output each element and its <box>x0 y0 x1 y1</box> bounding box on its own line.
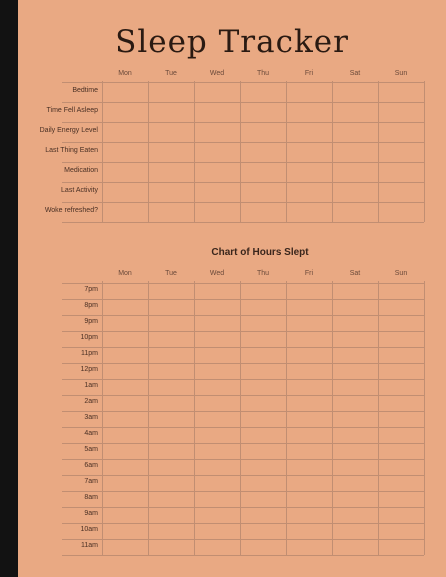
tracker-cell[interactable] <box>148 182 194 202</box>
hours-cell[interactable] <box>194 379 240 395</box>
hours-row-label: 11pm <box>81 350 98 357</box>
hours-cell[interactable] <box>286 507 332 523</box>
tracker-cell[interactable] <box>102 182 148 202</box>
tracker-col-divider <box>194 81 195 222</box>
hours-day-thu: Thu <box>256 270 270 277</box>
hours-row-label: 10pm <box>80 334 98 341</box>
tracker-col-divider <box>378 81 379 222</box>
tracker-day-fri: Fri <box>304 70 314 77</box>
hours-cell[interactable] <box>102 315 148 331</box>
hours-cell[interactable] <box>102 475 148 491</box>
tracker-cell[interactable] <box>194 122 240 142</box>
hours-row-divider <box>62 331 424 332</box>
hours-cell[interactable] <box>378 347 424 363</box>
tracker-col-divider <box>102 81 103 222</box>
hours-cell[interactable] <box>148 363 194 379</box>
hours-cell[interactable] <box>378 523 424 539</box>
hours-cell[interactable] <box>148 427 194 443</box>
hours-cell[interactable] <box>286 315 332 331</box>
tracker-cell[interactable] <box>102 102 148 122</box>
hours-cell[interactable] <box>240 283 286 299</box>
hours-cell[interactable] <box>194 395 240 411</box>
tracker-col-divider <box>286 81 287 222</box>
chart-title: Chart of Hours Slept <box>211 247 309 258</box>
hours-row-divider <box>62 395 424 396</box>
tracker-col-divider <box>424 81 425 222</box>
hours-cell[interactable] <box>194 299 240 315</box>
tracker-cell[interactable] <box>102 202 148 222</box>
hours-cell[interactable] <box>332 507 378 523</box>
tracker-cell[interactable] <box>332 102 378 122</box>
hours-cell[interactable] <box>240 331 286 347</box>
tracker-day-thu: Thu <box>256 70 270 77</box>
tracker-cell[interactable] <box>240 202 286 222</box>
hours-col-divider <box>240 281 241 555</box>
hours-row-label: 4am <box>84 430 98 437</box>
hours-cell[interactable] <box>286 347 332 363</box>
hours-cell[interactable] <box>102 347 148 363</box>
hours-cell[interactable] <box>240 459 286 475</box>
tracker-row-divider <box>62 82 424 83</box>
hours-cell[interactable] <box>286 475 332 491</box>
tracker-cell[interactable] <box>286 142 332 162</box>
hours-row-divider <box>62 379 424 380</box>
hours-cell[interactable] <box>148 507 194 523</box>
hours-day-sat: Sat <box>349 270 361 277</box>
hours-cell[interactable] <box>332 379 378 395</box>
hours-cell[interactable] <box>240 363 286 379</box>
tracker-cell[interactable] <box>148 102 194 122</box>
tracker-cell[interactable] <box>102 142 148 162</box>
tracker-cell[interactable] <box>332 122 378 142</box>
hours-cell[interactable] <box>240 523 286 539</box>
hours-cell[interactable] <box>378 283 424 299</box>
hours-cell[interactable] <box>286 523 332 539</box>
hours-cell[interactable] <box>286 379 332 395</box>
hours-row-label: 6am <box>84 462 98 469</box>
tracker-row-divider <box>62 202 424 203</box>
tracker-row-label: Daily Energy Level <box>39 127 98 134</box>
hours-cell[interactable] <box>240 491 286 507</box>
hours-row-label: 9pm <box>84 318 98 325</box>
tracker-cell[interactable] <box>378 202 424 222</box>
hours-row-label: 8am <box>84 494 98 501</box>
hours-cell[interactable] <box>286 427 332 443</box>
hours-cell[interactable] <box>378 475 424 491</box>
hours-cell[interactable] <box>286 283 332 299</box>
hours-cell[interactable] <box>332 523 378 539</box>
tracker-row-label: Bedtime <box>72 87 98 94</box>
tracker-row-label: Woke refreshed? <box>44 207 98 214</box>
tracker-cell[interactable] <box>332 182 378 202</box>
hours-row-label: 7pm <box>84 286 98 293</box>
hours-col-divider <box>148 281 149 555</box>
hours-cell[interactable] <box>148 395 194 411</box>
hours-cell[interactable] <box>194 523 240 539</box>
tracker-row-divider <box>62 182 424 183</box>
hours-cell[interactable] <box>194 443 240 459</box>
tracker-cell[interactable] <box>148 202 194 222</box>
hours-cell[interactable] <box>378 427 424 443</box>
tracker-cell[interactable] <box>286 182 332 202</box>
tracker-cell[interactable] <box>102 82 148 102</box>
tracker-cell[interactable] <box>378 82 424 102</box>
tracker-cell[interactable] <box>332 142 378 162</box>
hours-cell[interactable] <box>148 315 194 331</box>
tracker-cell[interactable] <box>148 82 194 102</box>
tracker-day-mon: Mon <box>118 70 132 77</box>
hours-cell[interactable] <box>194 507 240 523</box>
hours-cell[interactable] <box>332 299 378 315</box>
hours-cell[interactable] <box>378 411 424 427</box>
hours-cell[interactable] <box>378 299 424 315</box>
hours-row-divider <box>62 363 424 364</box>
tracker-cell[interactable] <box>240 102 286 122</box>
hours-row-label: 7am <box>84 478 98 485</box>
hours-row-divider <box>62 347 424 348</box>
hours-cell[interactable] <box>286 459 332 475</box>
hours-row-divider <box>62 507 424 508</box>
hours-cell[interactable] <box>102 363 148 379</box>
hours-cell[interactable] <box>378 507 424 523</box>
hours-col-divider <box>102 281 103 555</box>
tracker-cell[interactable] <box>286 102 332 122</box>
hours-cell[interactable] <box>240 347 286 363</box>
hours-cell[interactable] <box>240 507 286 523</box>
tracker-cell[interactable] <box>378 122 424 142</box>
hours-row-divider <box>62 523 424 524</box>
tracker-cell[interactable] <box>194 102 240 122</box>
hours-row-divider <box>62 411 424 412</box>
tracker-row-divider <box>62 122 424 123</box>
hours-row-label: 1am <box>84 382 98 389</box>
hours-cell[interactable] <box>148 283 194 299</box>
hours-cell[interactable] <box>148 443 194 459</box>
tracker-cell[interactable] <box>378 182 424 202</box>
hours-row-divider <box>62 539 424 540</box>
hours-row-divider <box>62 427 424 428</box>
hours-cell[interactable] <box>286 363 332 379</box>
hours-cell[interactable] <box>332 475 378 491</box>
tracker-cell[interactable] <box>240 142 286 162</box>
hours-cell[interactable] <box>240 379 286 395</box>
tracker-cell[interactable] <box>240 122 286 142</box>
hours-cell[interactable] <box>194 363 240 379</box>
tracker-cell[interactable] <box>102 162 148 182</box>
tracker-cell[interactable] <box>286 162 332 182</box>
hours-cell[interactable] <box>378 363 424 379</box>
hours-day-tue: Tue <box>165 270 177 277</box>
tracker-page <box>18 0 446 577</box>
hours-cell[interactable] <box>148 331 194 347</box>
tracker-row-label: Time Fell Asleep <box>46 107 98 114</box>
hours-cell[interactable] <box>332 395 378 411</box>
hours-cell[interactable] <box>332 347 378 363</box>
hours-cell[interactable] <box>102 459 148 475</box>
page-binding <box>0 0 18 577</box>
tracker-col-divider <box>148 81 149 222</box>
hours-cell[interactable] <box>102 299 148 315</box>
tracker-cell[interactable] <box>332 82 378 102</box>
tracker-row-divider <box>62 162 424 163</box>
hours-cell[interactable] <box>286 395 332 411</box>
hours-cell[interactable] <box>194 491 240 507</box>
hours-cell[interactable] <box>332 283 378 299</box>
hours-cell[interactable] <box>286 331 332 347</box>
tracker-cell[interactable] <box>240 82 286 102</box>
tracker-cell[interactable] <box>194 82 240 102</box>
tracker-col-divider <box>240 81 241 222</box>
tracker-row-divider <box>62 102 424 103</box>
hours-cell[interactable] <box>194 283 240 299</box>
hours-cell[interactable] <box>148 411 194 427</box>
tracker-cell[interactable] <box>332 162 378 182</box>
hours-cell[interactable] <box>102 443 148 459</box>
hours-cell[interactable] <box>286 411 332 427</box>
hours-cell[interactable] <box>332 459 378 475</box>
hours-cell[interactable] <box>194 331 240 347</box>
tracker-col-divider <box>332 81 333 222</box>
tracker-day-sun: Sun <box>394 70 408 77</box>
hours-cell[interactable] <box>332 411 378 427</box>
page-title: Sleep Tracker <box>115 24 349 60</box>
hours-cell[interactable] <box>332 427 378 443</box>
hours-cell[interactable] <box>102 491 148 507</box>
hours-cell[interactable] <box>332 491 378 507</box>
hours-cell[interactable] <box>194 315 240 331</box>
hours-cell[interactable] <box>194 475 240 491</box>
tracker-cell[interactable] <box>286 82 332 102</box>
tracker-row-divider <box>62 142 424 143</box>
tracker-day-tue: Tue <box>165 70 177 77</box>
tracker-cell[interactable] <box>148 122 194 142</box>
tracker-row-label: Medication <box>64 167 98 174</box>
tracker-cell[interactable] <box>194 142 240 162</box>
tracker-day-sat: Sat <box>349 70 361 77</box>
hours-row-divider <box>62 459 424 460</box>
tracker-row-divider <box>62 222 424 223</box>
hours-cell[interactable] <box>286 539 332 555</box>
hours-cell[interactable] <box>378 315 424 331</box>
tracker-cell[interactable] <box>148 162 194 182</box>
hours-cell[interactable] <box>240 539 286 555</box>
hours-row-label: 5am <box>84 446 98 453</box>
hours-cell[interactable] <box>378 539 424 555</box>
hours-cell[interactable] <box>378 395 424 411</box>
hours-row-label: 3am <box>84 414 98 421</box>
hours-cell[interactable] <box>102 411 148 427</box>
hours-day-mon: Mon <box>118 270 132 277</box>
tracker-day-wed: Wed <box>209 70 225 77</box>
hours-row-divider <box>62 555 424 556</box>
hours-cell[interactable] <box>148 539 194 555</box>
hours-cell[interactable] <box>332 363 378 379</box>
hours-row-label: 12pm <box>80 366 98 373</box>
hours-cell[interactable] <box>378 459 424 475</box>
hours-cell[interactable] <box>102 395 148 411</box>
hours-cell[interactable] <box>148 523 194 539</box>
hours-cell[interactable] <box>194 427 240 443</box>
tracker-cell[interactable] <box>332 202 378 222</box>
hours-cell[interactable] <box>332 539 378 555</box>
hours-cell[interactable] <box>240 395 286 411</box>
hours-row-divider <box>62 283 424 284</box>
hours-cell[interactable] <box>240 475 286 491</box>
hours-cell[interactable] <box>378 491 424 507</box>
hours-cell[interactable] <box>194 539 240 555</box>
hours-col-divider <box>378 281 379 555</box>
hours-cell[interactable] <box>102 283 148 299</box>
hours-cell[interactable] <box>102 331 148 347</box>
hours-cell[interactable] <box>148 459 194 475</box>
hours-cell[interactable] <box>102 539 148 555</box>
hours-cell[interactable] <box>194 411 240 427</box>
hours-cell[interactable] <box>102 507 148 523</box>
hours-cell[interactable] <box>102 523 148 539</box>
hours-row-label: 10am <box>80 526 98 533</box>
hours-cell[interactable] <box>240 315 286 331</box>
hours-cell[interactable] <box>194 459 240 475</box>
hours-col-divider <box>194 281 195 555</box>
hours-cell[interactable] <box>148 299 194 315</box>
hours-cell[interactable] <box>148 379 194 395</box>
hours-cell[interactable] <box>332 315 378 331</box>
hours-row-divider <box>62 491 424 492</box>
hours-cell[interactable] <box>378 379 424 395</box>
hours-cell[interactable] <box>240 411 286 427</box>
hours-col-divider <box>424 281 425 555</box>
hours-cell[interactable] <box>102 427 148 443</box>
hours-cell[interactable] <box>378 331 424 347</box>
hours-cell[interactable] <box>286 491 332 507</box>
hours-cell[interactable] <box>148 491 194 507</box>
tracker-cell[interactable] <box>194 162 240 182</box>
hours-col-divider <box>286 281 287 555</box>
tracker-cell[interactable] <box>286 202 332 222</box>
hours-cell[interactable] <box>332 443 378 459</box>
hours-day-sun: Sun <box>394 270 408 277</box>
hours-cell[interactable] <box>194 347 240 363</box>
tracker-row-label: Last Activity <box>61 187 98 194</box>
hours-row-label: 11am <box>81 542 98 549</box>
hours-row-label: 8pm <box>84 302 98 309</box>
hours-row-divider <box>62 475 424 476</box>
tracker-row-label: Last Thing Eaten <box>45 147 98 154</box>
hours-cell[interactable] <box>286 299 332 315</box>
hours-row-divider <box>62 315 424 316</box>
tracker-cell[interactable] <box>240 182 286 202</box>
tracker-cell[interactable] <box>194 182 240 202</box>
hours-day-wed: Wed <box>209 270 225 277</box>
hours-cell[interactable] <box>240 299 286 315</box>
tracker-cell[interactable] <box>286 122 332 142</box>
tracker-cell[interactable] <box>102 122 148 142</box>
tracker-cell[interactable] <box>378 162 424 182</box>
hours-cell[interactable] <box>102 379 148 395</box>
hours-cell[interactable] <box>378 443 424 459</box>
tracker-cell[interactable] <box>240 162 286 182</box>
hours-col-divider <box>332 281 333 555</box>
hours-cell[interactable] <box>332 331 378 347</box>
hours-cell[interactable] <box>148 347 194 363</box>
hours-cell[interactable] <box>286 443 332 459</box>
tracker-cell[interactable] <box>194 202 240 222</box>
hours-cell[interactable] <box>240 443 286 459</box>
hours-cell[interactable] <box>240 427 286 443</box>
tracker-cell[interactable] <box>378 102 424 122</box>
hours-row-divider <box>62 443 424 444</box>
hours-row-label: 9am <box>84 510 98 517</box>
tracker-cell[interactable] <box>378 142 424 162</box>
hours-cell[interactable] <box>148 475 194 491</box>
tracker-cell[interactable] <box>148 142 194 162</box>
hours-row-label: 2am <box>84 398 98 405</box>
hours-row-divider <box>62 299 424 300</box>
hours-day-fri: Fri <box>304 270 314 277</box>
